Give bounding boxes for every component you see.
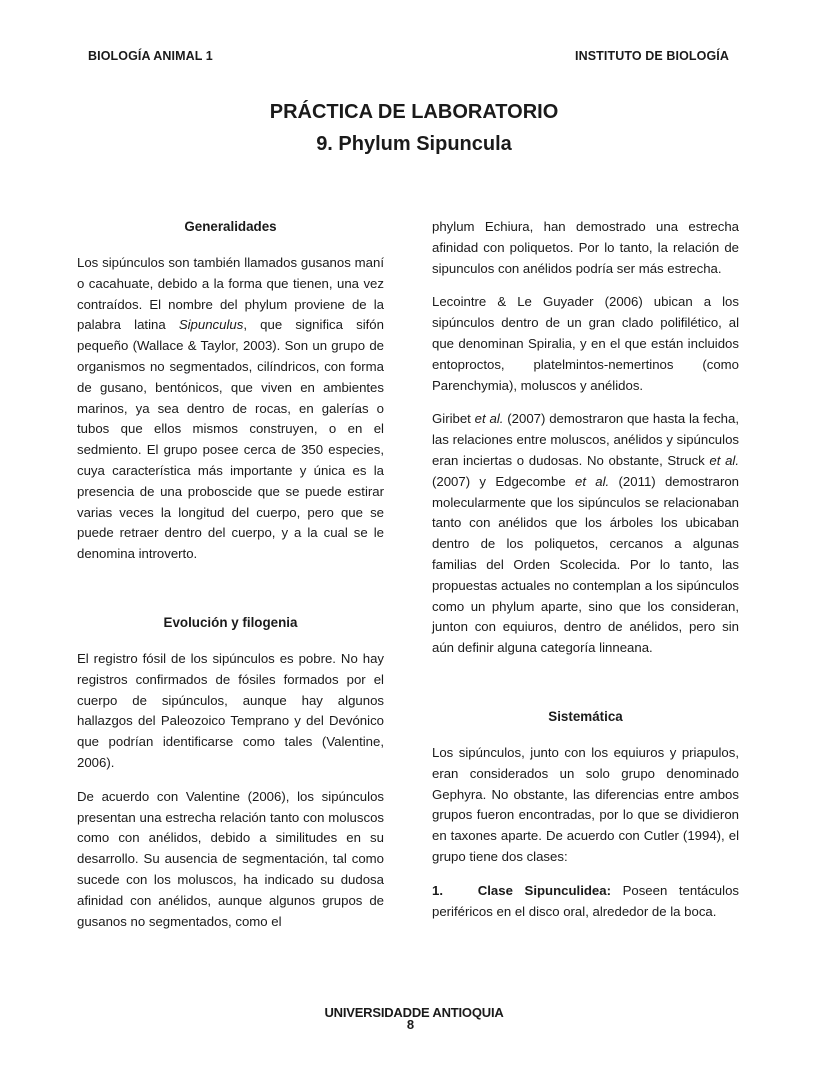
paragraph-evolucion-4 [432,409,739,659]
page-number: 8 [406,1017,414,1032]
text-span: , que significa sifón pequeño (Wallace & Taylor, 2003). Son un grupo de organismos no segmentados, cilíndricos, con forma de gusano, bentónicos, que viven en ambientes marinos, ya sea dentro de rocas, en galerías o tubos que ellos mismos construyen, o en el sedmiento. El grupo posee cerca de 350 especies, cuya característica más importante y única es la presencia de una proboscide que se puede estirar varias veces la longitud del cuerpo, pero que se puede retraer dentro del cuerpo, y a la cual se le denomina introverto. [77,317,384,562]
italic-term: et al. [709,452,740,468]
text-span: (2007) y Edgecombe [432,473,575,489]
paragraph-evolucion-2: De acuerdo con Valentine (2006), los sipúnculos presentan una estrecha relación tanto con moluscos como con anélidos, debido a similitudes en su desarrollo. Su ausencia de segmentación, tal como sucede con los moluscos, ha indicado su dudosa afinidad con anélidos, aunque algunos grupos de gusanos no segmentados, como el [77,788,384,929]
text-span: Giribet [432,411,475,427]
paragraph-sistematica: Los sipúnculos, junto con los equiuros y priapulos, eran considerados un solo grupo denominado Gephyra. No obstante, las diferencias entre ambos grupos fueron encontradas, por lo que se dividieron en taxones aparte. De acuerdo con Cutler (1994), el grupo tiene dos clases: [432,744,739,864]
document-title [0,97,828,161]
title-line-2: 9. Phylum Sipuncula [316,133,512,155]
list-item-text: Poseen tentáculos periféricos en el disco oral, alrededor de la boca. [432,882,739,919]
heading-evolucion: Evolución y filogenia [163,614,298,630]
paragraph-evolucion-1: El registro fósil de los sipúnculos es pobre. No hay registros confirmados de fósiles formados por el cuerpo de sipúnculos, aunque hay algunos hallazgos del Paleozoico Temprano y del Devónico que podrían identificarse como tales (Valentine, 2006). [77,650,384,770]
text-span: (2011) demostraron molecularmente que los sipúnculos se relacionaban tanto con anélidos que los árboles los ubicaban dentro de los poliquetos, cercanos a algunas familias del Orden Scolecida. Por lo tanto, las propuestas actuales no contemplan a los sipúnculos como un phylum aparte, sino que los consideran, junton con equiuros, dentro de anélidos, pero sin aún definir alguna categoría linneana. [432,473,740,656]
heading-generalidades: Generalidades [184,219,277,234]
footer-university-name-part2: DE ANTIOQUIA [411,1005,504,1020]
paragraph-evolucion-2-continued: phylum Echiura, han demostrado una estrecha afinidad con poliquetos. Por lo tanto, la relación de sipunculos con anélidos podría ser más estrecha. [432,219,739,276]
header-course-name: BIOLOGÍA ANIMAL 1 [88,49,213,63]
text-span: (2007) demostraron que hasta la fecha, las relaciones entre moluscos, anélidos y sipúnculos eran inciertas o dudosas. No obstante, Struck [432,411,739,468]
paragraph-generalidades [77,253,384,565]
heading-sistematica: Sistemática [548,708,623,724]
right-column [432,217,739,922]
header-institute-name: INSTITUTO DE BIOLOGÍA [575,49,729,63]
title-line-1: PRÁCTICA DE LABORATORIO [269,101,559,123]
italic-term: et al. [474,411,504,427]
italic-term: et al. [575,473,610,489]
text-span: Los sipúnculos son también llamados gusanos maní o cacahuate, debido a la forma que tienen, una vez contraídos. El nombre del phylum proviene de la palabra latina [77,255,384,333]
italic-term: Sipunculus [178,317,244,333]
footer-university-name-part1: UNIVERSIDAD [324,1005,412,1020]
page-footer [0,1005,828,1032]
left-column [77,215,384,932]
list-item-label: 1. Clase Sipunculidea: [432,882,611,898]
paragraph-evolucion-3: Lecointre & Le Guyader (2006) ubican a los sipúnculos dentro de un gran clado polifilético, al que denominan Spiralia, y en el que están incluidos entoproctos, platelmintos-nemertinos (como Parenchymia), moluscos y anélidos. [432,294,739,393]
list-item-clase-sipunculidea [432,881,739,923]
